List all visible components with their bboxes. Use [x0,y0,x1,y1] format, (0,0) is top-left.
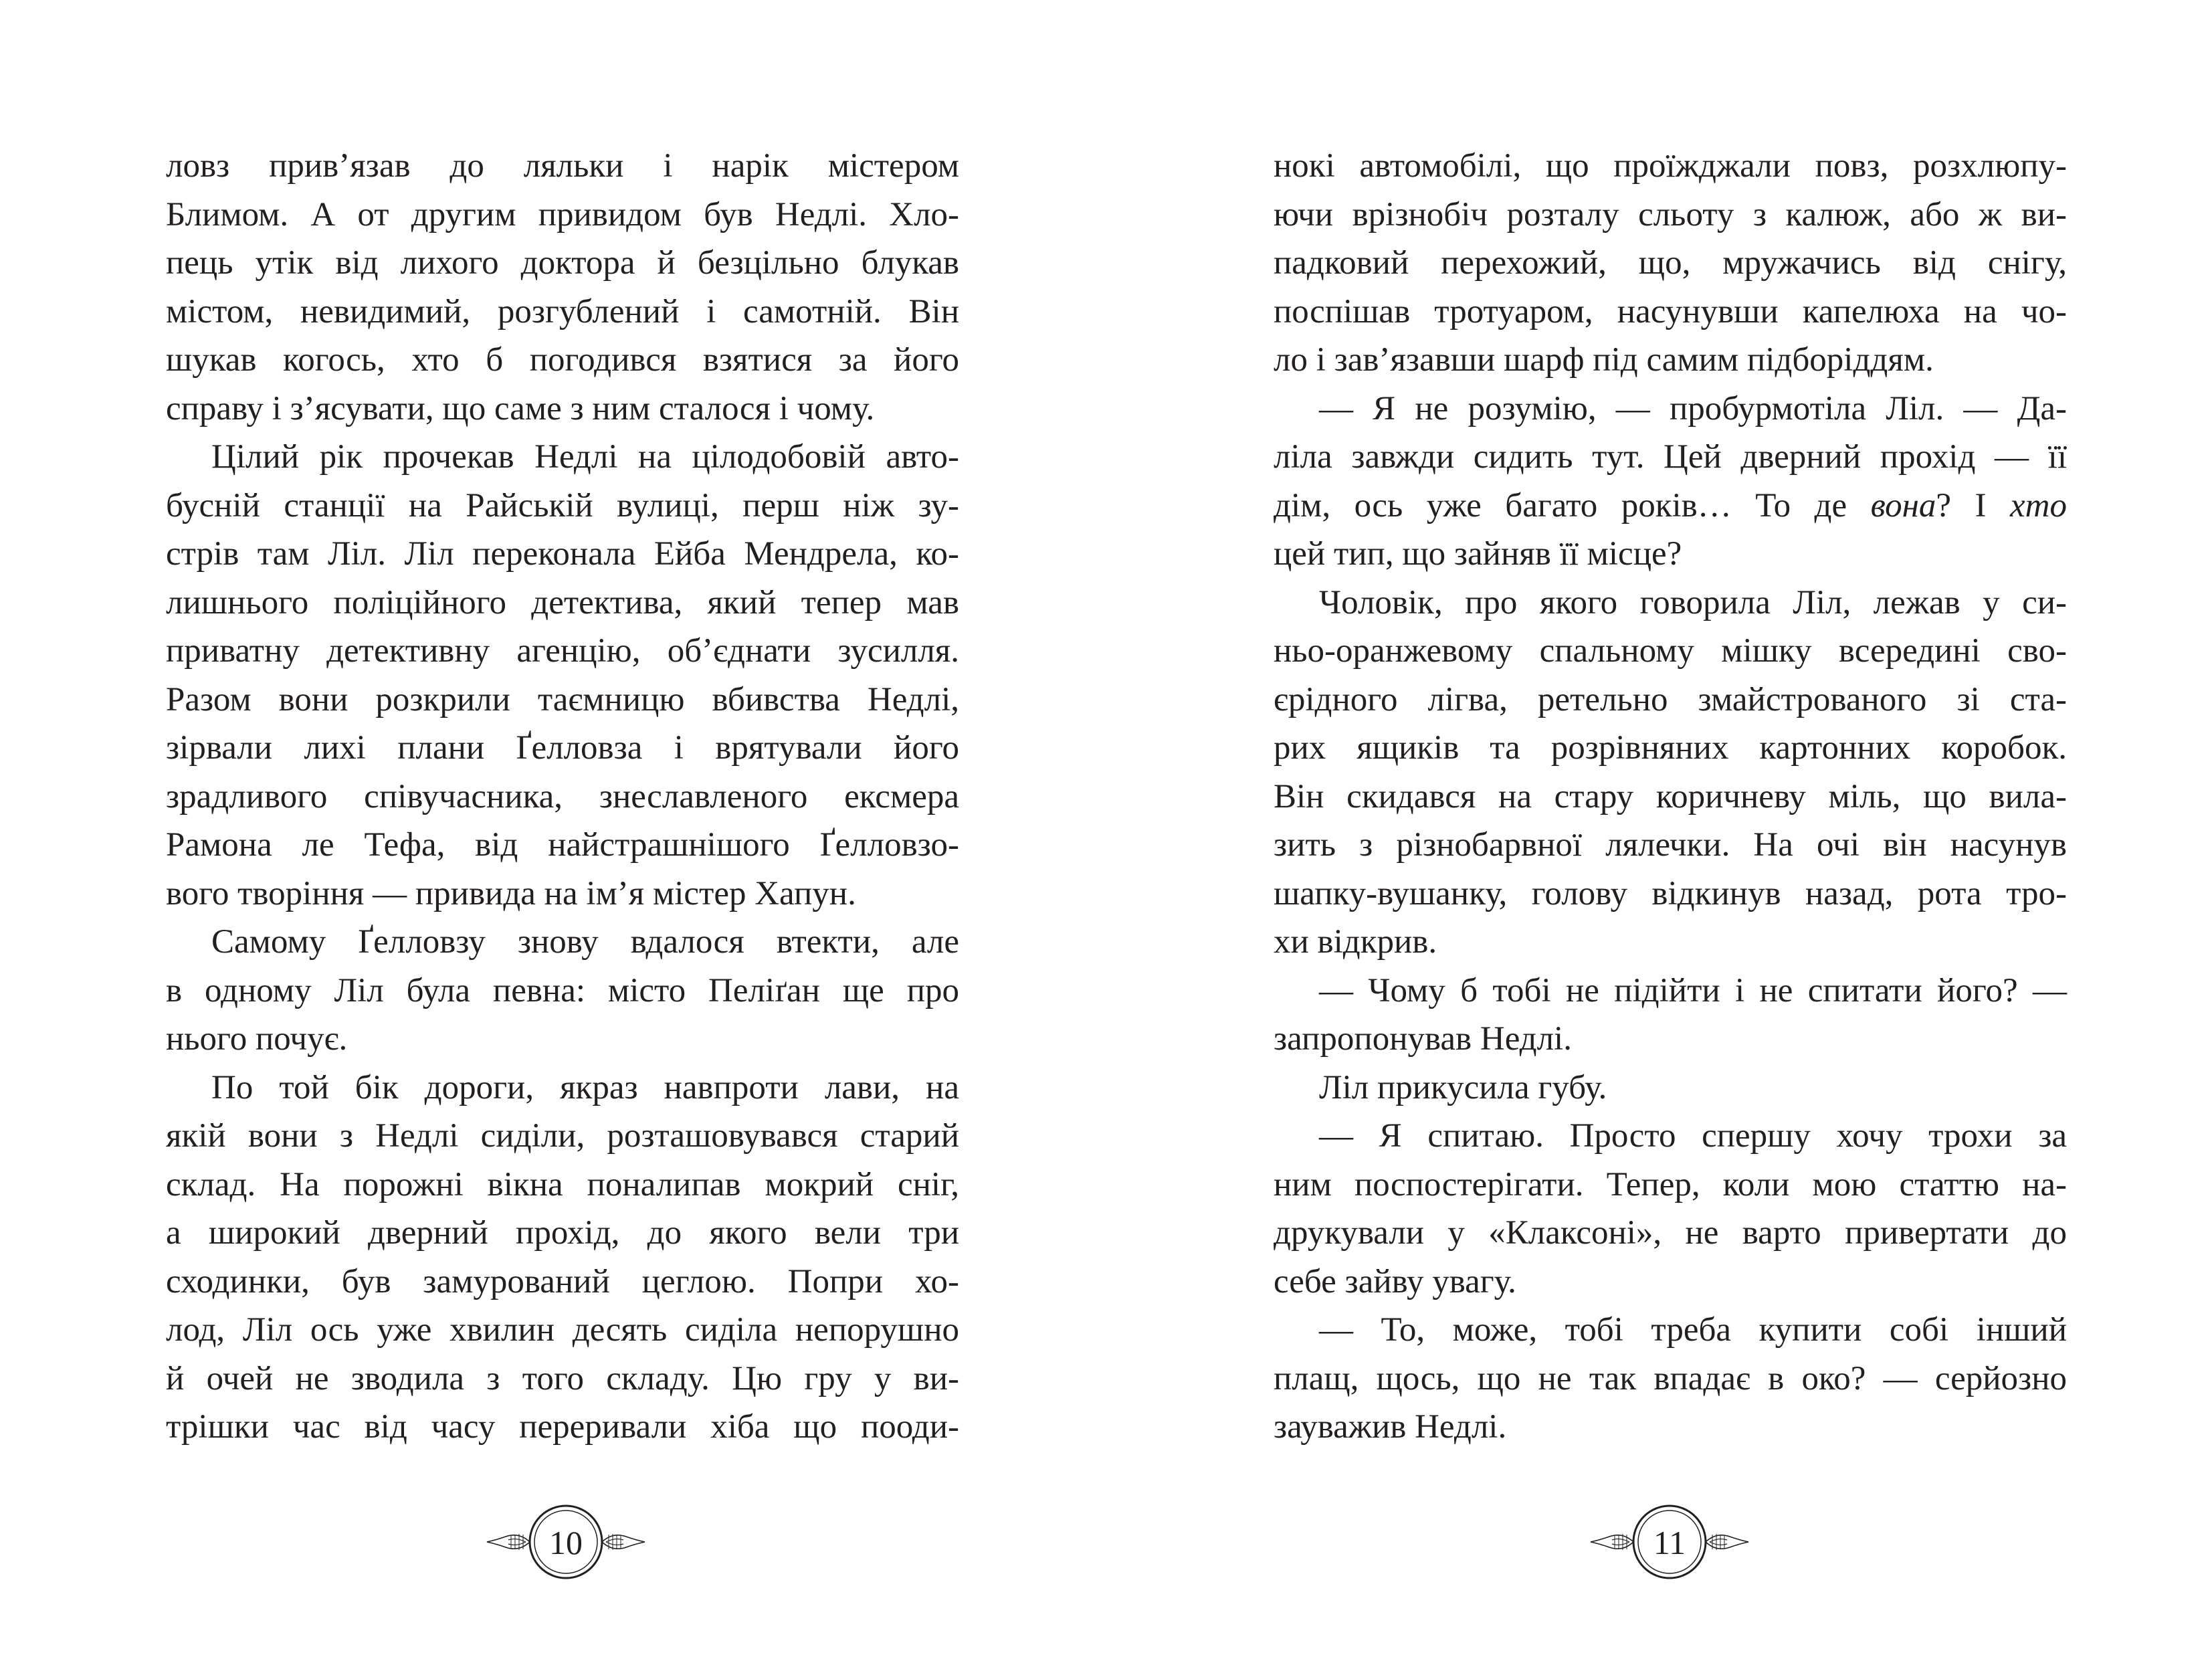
text-line: — Чому б тобі не підійти і не спитати його? — [1319,971,2067,1009]
text-line: ним поспостерігати. Тепер, коли мою статтю на- [1274,1165,2067,1203]
text-line: ньо-оранжевому спальному мішку всередині сво- [1274,632,2067,670]
text-line: плащ, щось, що не так впадає в око? — серйозно [1274,1359,2067,1397]
text-line: хи відкрив. [1274,923,1437,961]
text-line: падковий перехожий, що, мружачись від снігу, [1274,244,2067,282]
text-line: а широкий дверний прохід, до якого вели три [166,1214,959,1252]
text-line: нокі автомобілі, що проїжджали повз, розхлюпу- [1274,147,2067,185]
text-line: запропонував Недлі. [1274,1020,1572,1058]
text-line: приватну детективну агенцію, об’єднати зусилля. [166,632,959,670]
text-line: Блимом. А от другим привидом був Недлі. Хло- [166,195,959,233]
text-line: й очей не зводила з того складу. Цю гру у ви- [166,1359,959,1397]
text-line: шапку-вушанку, голову відкинув назад, рота тро- [1274,874,2067,912]
right-page-number-ornament [1589,1500,1750,1587]
text-line: Цілий рік прочекав Недлі на цілодобовій авто- [211,438,959,476]
text-line: цей тип, що зайняв її місце? [1274,535,1682,573]
text-line: Він скидався на стару коричневу міль, що вила- [1274,777,2067,815]
text-line: зауважив Недлі. [1274,1408,1507,1446]
text-line: якій вони з Недлі сиділи, розташовувався старий [166,1117,959,1155]
text-line: трішки час від часу переривали хіба що пооди- [166,1408,959,1446]
text-line: зрадливого співучасника, знеславленого ексмера [166,777,959,815]
text-line: — Я не розумію, — пробурмотіла Ліл. — Да- [1319,389,2067,427]
text-line: лод, Ліл ось уже хвилин десять сиділа непорушно [166,1311,959,1349]
text-line: містом, невидимий, розгублений і самотній. Він [166,292,959,330]
text-line: себе зайву увагу. [1274,1262,1516,1300]
text-line: рих ящиків та розрівняних картонних коробок. [1274,729,2067,767]
text-line: склад. На порожні вікна поналипав мокрий сніг, [166,1165,959,1203]
text-line: стрів там Ліл. Ліл переконала Ейба Мендрела, ко- [166,535,959,573]
text-line: — Я спитаю. Просто спершу хочу трохи за [1319,1117,2067,1155]
right-page-text [1274,142,2067,1452]
text-line: дім, ось уже багато років… То де вона? І хто [1274,486,2067,524]
text-line: шукав когось, хто б погодився взятися за його [166,341,959,379]
text-line: справу і з’ясувати, що саме з ним сталося і чому. [166,389,875,427]
left-page-number-ornament [486,1500,646,1587]
text-line: єрідного лігва, ретельно змайстрованого зі ста- [1274,680,2067,718]
text-line: Чоловік, про якого говорила Ліл, лежав у си- [1319,583,2067,621]
text-line: ловз прив’язав до ляльки і нарік містером [166,147,959,185]
text-line: сходинки, був замурований цеглою. Попри хо- [166,1262,959,1300]
text-line: — То, може, тобі треба купити собі інший [1319,1311,2067,1349]
page-number: 11 [1653,1524,1686,1561]
text-line: нього почує. [166,1020,348,1058]
text-line: Самому Ґелловзу знову вдалося втекти, але [211,923,959,961]
text-line: пець утік від лихого доктора й безцільно блукав [166,244,959,282]
text-line: зить з різнобарвної лялечки. На очі він насунув [1274,826,2067,864]
text-line: бусній станції на Райській вулиці, перш ніж зу- [166,486,959,524]
text-line: лишнього поліційного детектива, який тепер мав [166,583,959,621]
text-line: ло і зав’язавши шарф під самим підборіддям. [1274,341,1934,379]
text-line: Разом вони розкрили таємницю вбивства Недлі, [166,680,959,718]
text-line: зірвали лихі плани Ґелловза і врятували його [166,729,959,767]
text-line: вого творіння — привида на ім’я містер Хапун. [166,874,856,912]
text-line: поспішав тротуаром, насунувши капелюха на чо- [1274,292,2067,330]
text-line: ючи врізнобіч розталу сльоту з калюж, або ж ви- [1274,195,2067,233]
text-line: ліла завжди сидить тут. Цей дверний прохід — її [1274,438,2067,476]
text-line: в одному Ліл була певна: місто Пеліґан ще про [166,971,959,1009]
left-page-text [166,142,959,1452]
text-line: По той бік дороги, якраз навпроти лави, на [211,1068,959,1106]
text-line: друкували у «Клаксоні», не варто привертати до [1274,1214,2067,1252]
page-number: 10 [549,1524,583,1561]
text-line: Ліл прикусила губу. [1319,1068,1607,1106]
right-page [1106,0,2212,1659]
text-line: Рамона ле Тефа, від найстрашнішого Ґелловзо- [166,826,959,864]
